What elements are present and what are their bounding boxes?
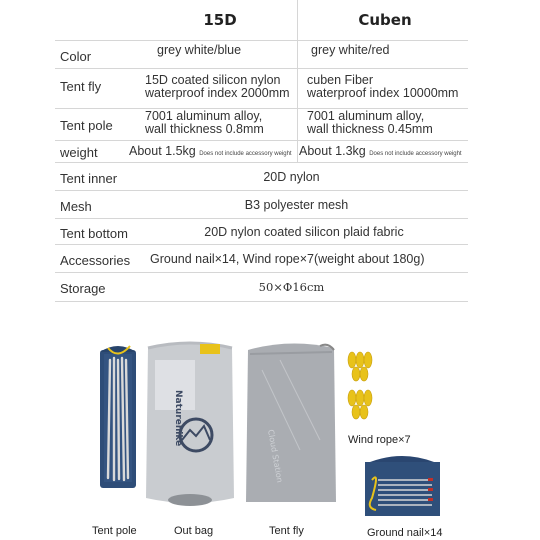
row-label: Color [60,49,92,64]
table-row [55,190,468,219]
cell-span: 20D nylon coated silicon plaid fabric [204,225,404,239]
caption-tent-fly: Tent fly [269,525,304,537]
cell-span: Ground nail×14, Wind rope×7(weight about 180g) [150,252,425,266]
table-row [55,218,468,245]
row-label: Tent bottom [60,226,128,241]
row-label: Tent pole [60,118,113,133]
row-label: Tent fly [60,79,102,94]
row-label: Storage [60,281,106,296]
cell-cuben: grey white/red [311,43,390,57]
caption-ground-nail: Ground nail×14 [367,527,443,539]
product-photos [0,330,540,540]
table-row [55,272,468,302]
row-label: Accessories [60,253,131,268]
cell-15d [129,145,292,161]
wind-rope-image [348,352,372,419]
cell-15d: grey white/blue [157,43,242,57]
table-row [55,162,468,191]
table-row [55,68,468,109]
weight-value: About 1.5kg [129,144,196,158]
row-label: Tent inner [60,171,118,186]
cell-span: 50×Φ16cm [258,280,325,294]
tent-pole-bag-image [100,346,136,488]
tent-fly-bag-image [246,343,336,502]
row-label: weight [60,145,98,160]
weight-note: Does not include accessory weight [369,151,462,157]
weight-value: About 1.3kg [299,144,366,158]
row-label: Mesh [60,199,92,214]
out-bag-image [146,343,234,506]
column-header-cuben: Cuben [358,11,412,29]
bag-brand-text: Naturehike [173,390,183,447]
cell-cuben-line2: wall thickness 0.45mm [307,122,433,136]
cell-cuben-line1: 7001 aluminum alloy, [307,109,425,123]
cell-15d-line2: waterproof index 2000mm [145,86,290,100]
cell-15d-line1: 7001 aluminum alloy, [145,109,263,123]
table-row [55,140,468,163]
column-header-15d: 15D [203,11,237,29]
caption-out-bag: Out bag [174,525,214,537]
weight-note: Does not include accessory weight [199,151,292,157]
table-row [55,108,468,141]
cell-15d-line1: 15D coated silicon nylon [145,73,281,87]
cell-span: B3 polyester mesh [244,198,349,212]
table-row [55,244,468,273]
cell-span: 20D nylon [263,170,320,184]
caption-wind-rope: Wind rope×7 [348,434,411,446]
caption-tent-pole: Tent pole [92,525,137,537]
cell-cuben-line2: waterproof index 10000mm [307,86,459,100]
svg-text:Cloud Station: Cloud Station [266,428,285,484]
cell-cuben [299,145,462,161]
ground-nail-image [365,456,440,516]
table-row [55,40,468,69]
cell-15d-line2: wall thickness 0.8mm [145,122,264,136]
cell-cuben-line1: cuben Fiber [307,73,374,87]
